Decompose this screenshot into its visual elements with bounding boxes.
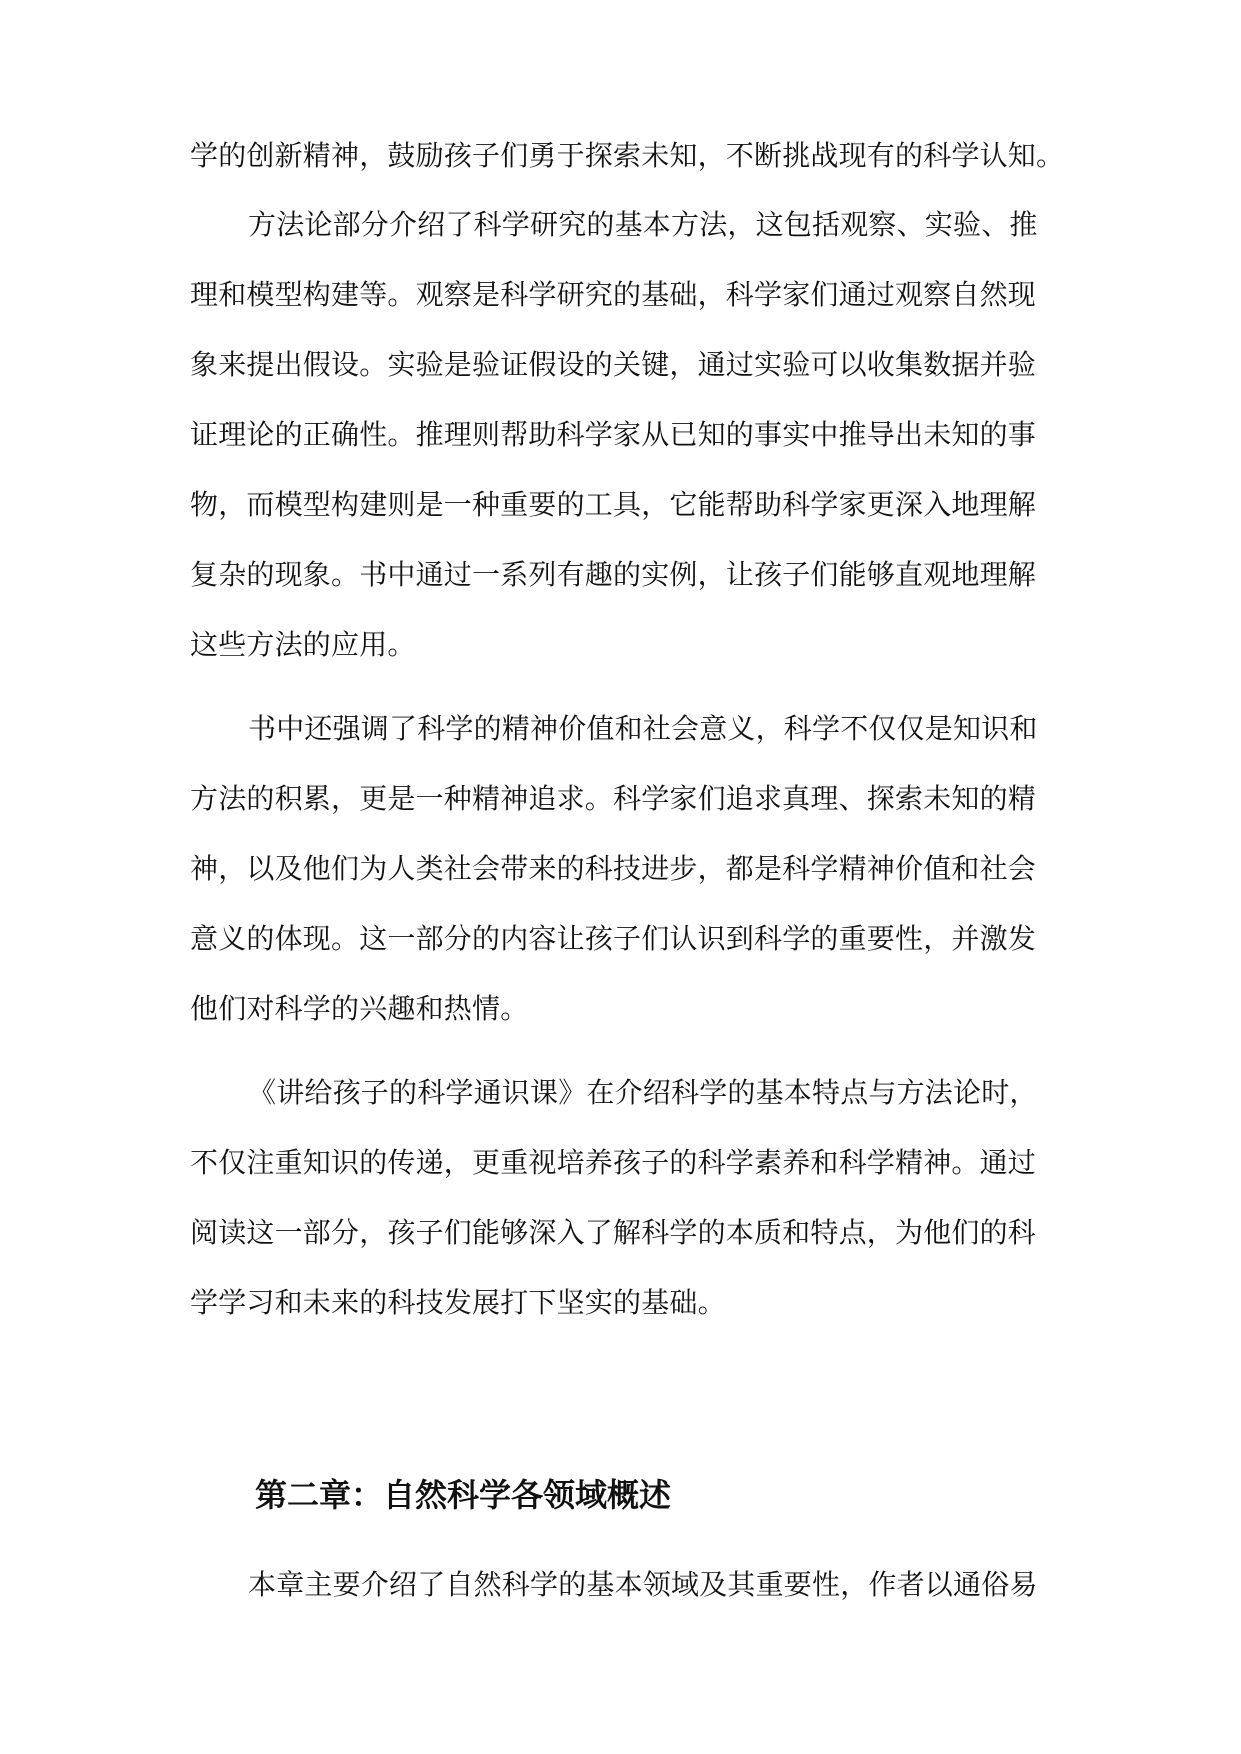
paragraph-line: 复杂的现象。书中通过一系列有趣的实例，让孩子们能够直观地理解 bbox=[190, 558, 1037, 591]
paragraph-line: 本章主要介绍了自然科学的基本领域及其重要性，作者以通俗易 bbox=[248, 1568, 1038, 1601]
paragraph-line: 神，以及他们为人类社会带来的科技进步，都是科学精神价值和社会 bbox=[190, 852, 1037, 885]
paragraph-line: 学的创新精神，鼓励孩子们勇于探索未知，不断挑战现有的科学认知。 bbox=[190, 139, 1065, 172]
paragraph-line: 象来提出假设。实验是验证假设的关键，通过实验可以收集数据并验 bbox=[190, 348, 1037, 381]
paragraph-line: 意义的体现。这一部分的内容让孩子们认识到科学的重要性，并激发 bbox=[190, 922, 1037, 955]
paragraph-line: 学学习和未来的科技发展打下坚实的基础。 bbox=[190, 1286, 726, 1319]
paragraph-line: 他们对科学的兴趣和热情。 bbox=[190, 992, 529, 1025]
paragraph-line: 不仅注重知识的传递，更重视培养孩子的科学素养和科学精神。通过 bbox=[190, 1146, 1037, 1179]
paragraph-line: 理和模型构建等。观察是科学研究的基础，科学家们通过观察自然现 bbox=[190, 278, 1037, 311]
paragraph-line: 方法论部分介绍了科学研究的基本方法，这包括观察、实验、推 bbox=[248, 208, 1038, 241]
paragraph-line: 证理论的正确性。推理则帮助科学家从已知的事实中推导出未知的事 bbox=[190, 418, 1037, 451]
paragraph-line: 《讲给孩子的科学通识课》在介绍科学的基本特点与方法论时， bbox=[248, 1076, 1038, 1109]
paragraph-line: 这些方法的应用。 bbox=[190, 628, 416, 661]
chapter-heading: 第二章：自然科学各领域概述 bbox=[255, 1476, 672, 1514]
paragraph-line: 方法的积累，更是一种精神追求。科学家们追求真理、探索未知的精 bbox=[190, 782, 1037, 815]
paragraph-line: 书中还强调了科学的精神价值和社会意义，科学不仅仅是知识和 bbox=[248, 712, 1038, 745]
paragraph-line: 物，而模型构建则是一种重要的工具，它能帮助科学家更深入地理解 bbox=[190, 488, 1037, 521]
paragraph-line: 阅读这一部分，孩子们能够深入了解科学的本质和特点，为他们的科 bbox=[190, 1216, 1037, 1249]
